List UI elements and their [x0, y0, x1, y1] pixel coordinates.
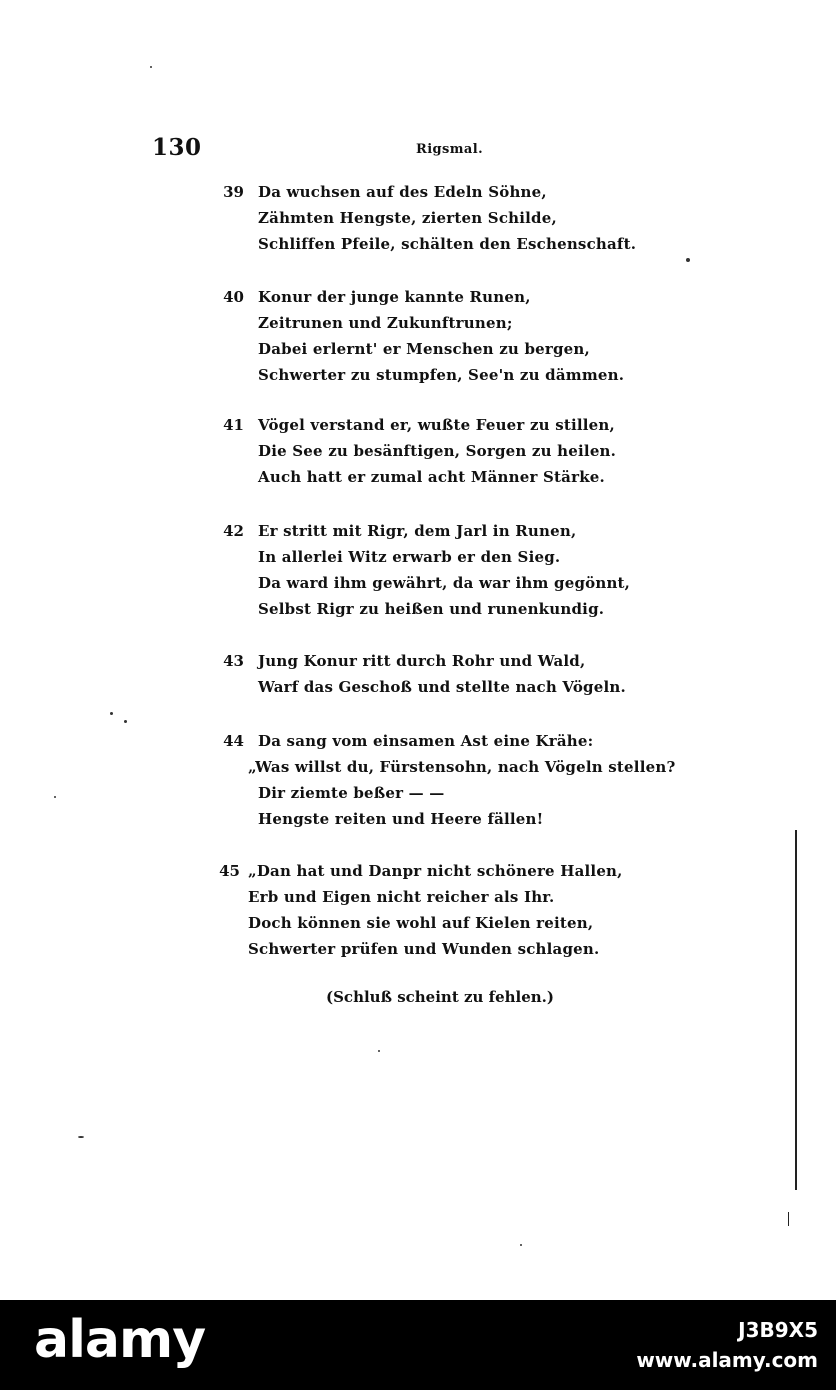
- verse-line: Da wuchsen auf des Edeln Söhne,: [258, 183, 547, 201]
- verse-line: Dabei erlernt' er Menschen zu bergen,: [258, 340, 590, 358]
- running-title: Rigsmal.: [416, 142, 483, 157]
- closing-note: (Schluß scheint zu fehlen.): [326, 988, 554, 1006]
- verse-line: Konur der junge kannte Runen,: [258, 288, 531, 306]
- verse-line: In allerlei Witz erwarb er den Sieg.: [258, 548, 561, 566]
- scan-speck: [378, 1050, 380, 1052]
- verse-line: Schliffen Pfeile, schälten den Eschenschaft.: [258, 235, 637, 253]
- stanza-number: 42: [223, 522, 244, 540]
- verse-line: Auch hatt er zumal acht Männer Stärke.: [258, 468, 605, 486]
- stanza-number: 40: [223, 288, 244, 306]
- stanza-number: 43: [223, 652, 244, 670]
- verse-line: „Dan hat und Danpr nicht schönere Hallen,: [248, 862, 623, 880]
- scan-margin-line: [795, 830, 797, 1190]
- watermark-url: www.alamy.com: [636, 1348, 818, 1372]
- verse-line: Schwerter zu stumpfen, See'n zu dämmen.: [258, 366, 625, 384]
- scan-speck: [124, 720, 127, 723]
- stanza-number: 45: [219, 862, 240, 880]
- verse-line: Dir ziemte beßer — —: [258, 784, 445, 802]
- verse-line: Die See zu besänftigen, Sorgen zu heilen.: [258, 442, 617, 460]
- stanza-number: 44: [223, 732, 244, 750]
- verse-line: Hengste reiten und Heere fällen!: [258, 810, 544, 828]
- scan-speck: [150, 66, 152, 68]
- page-number: 130: [152, 134, 202, 161]
- verse-line: Selbst Rigr zu heißen und runenkundig.: [258, 600, 605, 618]
- verse-line: Vögel verstand er, wußte Feuer zu stillen,: [258, 416, 615, 434]
- verse-line: Zeitrunen und Zukunftrunen;: [258, 314, 513, 332]
- verse-line: Da ward ihm gewährt, da war ihm gegönnt,: [258, 574, 631, 592]
- verse-line: Er stritt mit Rigr, dem Jarl in Runen,: [258, 522, 577, 540]
- verse-line: Jung Konur ritt durch Rohr und Wald,: [258, 652, 586, 670]
- scan-speck: [54, 796, 56, 798]
- verse-line: Schwerter prüfen und Wunden schlagen.: [248, 940, 600, 958]
- stanza-number: 41: [223, 416, 244, 434]
- verse-line: „Was willst du, Fürstensohn, nach Vögeln stellen?: [248, 758, 676, 776]
- watermark-image-id: J3B9X5: [738, 1318, 818, 1342]
- scan-margin-line: [788, 1212, 789, 1226]
- verse-line: Doch können sie wohl auf Kielen reiten,: [248, 914, 594, 932]
- scan-speck: [686, 258, 690, 262]
- scan-speck: [520, 1244, 522, 1246]
- verse-line: Da sang vom einsamen Ast eine Krähe:: [258, 732, 594, 750]
- verse-line: Zähmten Hengste, zierten Schilde,: [258, 209, 557, 227]
- stanza-number: 39: [223, 183, 244, 201]
- scan-speck: [110, 712, 113, 715]
- verse-line: Erb und Eigen nicht reicher als Ihr.: [248, 888, 555, 906]
- watermark-logo: alamy: [34, 1310, 206, 1370]
- verse-line: Warf das Geschoß und stellte nach Vögeln.: [258, 678, 626, 696]
- scan-speck: [78, 1136, 84, 1138]
